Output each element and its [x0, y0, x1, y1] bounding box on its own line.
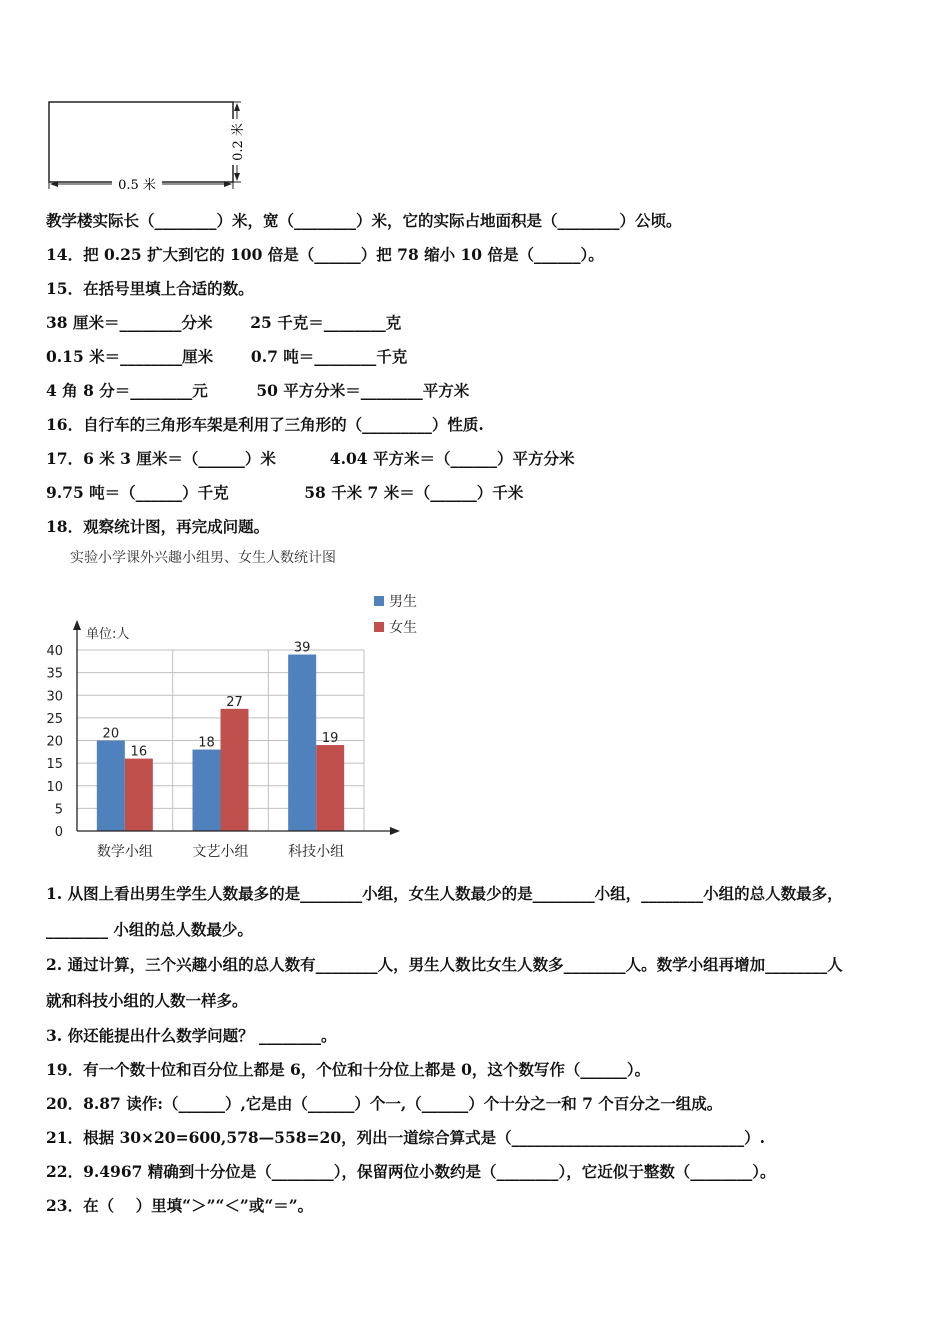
question-13-text: 教学楼实际长（________）米，宽（________）米，它的实际占地面积是（________）公顷。 [46, 211, 682, 230]
y-tick-label: 20 [46, 734, 63, 750]
question-18: 18．观察统计图，再完成问题。 [46, 517, 270, 536]
y-axis-arrow [73, 620, 81, 630]
bar-boys [288, 655, 316, 831]
question-18-part-1-line-1: 1. 从图上看出男生学生人数最多的是________小组，女生人数最少的是________小组，________小组的总人数最多， [46, 884, 843, 903]
question-23: 23．在（ ）里填“＞”“＜”或“＝”。 [46, 1196, 314, 1215]
x-category-label: 文艺小组 [192, 844, 249, 860]
legend-swatch [374, 622, 384, 632]
legend-swatch [374, 596, 384, 606]
bar-boys [97, 741, 125, 832]
y-axis-unit-label: 单位:人 [86, 627, 130, 642]
y-tick-label: 25 [46, 711, 63, 727]
width-label: 0.5 米 [118, 178, 156, 193]
question-18-part-1-line-2: ________ 小组的总人数最少。 [46, 920, 253, 939]
bar-boys [193, 750, 221, 831]
bar-value-label: 18 [198, 735, 215, 751]
bar-girls [221, 709, 249, 831]
question-21: 21．根据 30×20=600,578—558=20，列出一道综合算式是（______________________________）. [46, 1128, 765, 1147]
question-15: 15．在括号里填上合适的数。 [46, 279, 254, 298]
question-20: 20．8.87 读作:（______）,它是由（______）个一,（______）个十分之一和 7 个百分之一组成。 [46, 1094, 723, 1113]
bar-chart [0, 540, 480, 870]
bar-value-label: 20 [102, 726, 120, 742]
question-18-part-2-line-2: 就和科技小组的人数一样多。 [46, 991, 248, 1010]
y-tick-label: 30 [46, 689, 63, 705]
bar-girls [316, 745, 344, 831]
question-18-part-2-line-1: 2. 通过计算，三个兴趣小组的总人数有________人，男生人数比女生人数多________人。数学小组再增加________人 [46, 955, 843, 974]
question-15-row-1: 38 厘米＝________分米 25 千克＝________克 [46, 313, 402, 332]
y-tick-label: 5 [54, 802, 63, 818]
legend-label: 女生 [389, 620, 417, 636]
bar-value-label: 39 [293, 640, 311, 656]
y-tick-label: 0 [54, 825, 63, 840]
question-16: 16．自行车的三角形车架是利用了三角形的（_________）性质. [46, 415, 484, 434]
x-axis-arrow [390, 827, 400, 835]
y-tick-label: 40 [46, 644, 63, 659]
x-category-label: 科技小组 [288, 844, 345, 860]
chart-title: 实验小学课外兴趣小组男、女生人数统计图 [70, 550, 336, 566]
bar-girls [125, 759, 153, 831]
height-label: 0.2 米 [231, 123, 246, 161]
question-18-part-3: 3. 你还能提出什么数学问题？ ________。 [46, 1026, 337, 1045]
bar-value-label: 16 [130, 744, 148, 760]
rectangle-figure [40, 95, 270, 195]
rectangle [49, 102, 233, 182]
question-17-row-1: 17．6 米 3 厘米＝（______）米 4.04 平方米＝（______）平方分米 [46, 449, 575, 468]
legend-label: 男生 [389, 594, 417, 610]
y-tick-label: 35 [46, 666, 63, 682]
question-17-row-2: 9.75 吨＝（______）千克 58 千米 7 米＝（______）千米 [46, 483, 524, 502]
question-15-row-3: 4 角 8 分＝________元 50 平方分米＝________平方米 [46, 381, 470, 400]
bar-value-label: 19 [321, 731, 339, 747]
y-tick-label: 10 [46, 779, 63, 795]
y-tick-label: 15 [46, 757, 63, 773]
bar-value-label: 27 [226, 694, 243, 710]
question-22: 22．9.4967 精确到十分位是（________），保留两位小数约是（________），它近似于整数（________）。 [46, 1162, 776, 1181]
question-19: 19．有一个数十位和百分位上都是 6，个位和十分位上都是 0，这个数写作（______）。 [46, 1060, 651, 1079]
question-15-row-2: 0.15 米＝________厘米 0.7 吨＝________千克 [46, 347, 408, 366]
x-category-label: 数学小组 [96, 844, 153, 860]
question-14: 14．把 0.25 扩大到它的 100 倍是（______）把 78 缩小 10 倍是（______）。 [46, 245, 604, 264]
